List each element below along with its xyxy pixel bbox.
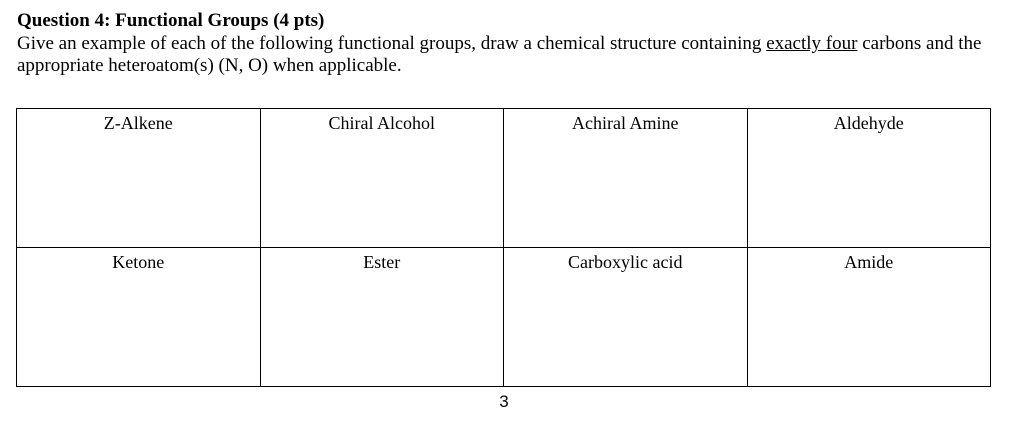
cell-label: Amide xyxy=(844,252,894,272)
cell-label: Z-Alkene xyxy=(103,113,173,133)
question-title: Question 4: Functional Groups (4 pts) xyxy=(17,10,325,31)
table-row xyxy=(17,109,991,248)
instruction-text: Give an example of each of the following functional groups, draw a chemical structure containing xyxy=(17,33,767,54)
instruction-text-end: carbons and the appropriate heteroatom(s) (N, O) when applicable. xyxy=(17,33,982,76)
cell-label: Ester xyxy=(363,252,401,272)
table-row xyxy=(17,248,991,387)
cell-label: Aldehyde xyxy=(833,113,904,133)
cell-label: Chiral Alcohol xyxy=(328,113,435,133)
cell-label: Achiral Amine xyxy=(572,113,679,133)
cell-label: Carboxylic acid xyxy=(568,252,683,272)
answer-cell-z-alkene[interactable] xyxy=(17,109,261,248)
answer-cell-aldehyde[interactable] xyxy=(747,109,991,248)
page-number: 3 xyxy=(499,392,509,411)
question-instructions xyxy=(17,33,997,77)
cell-label: Ketone xyxy=(112,252,165,272)
answer-cell-carboxylic-acid[interactable] xyxy=(504,248,748,387)
answer-cell-ketone[interactable] xyxy=(17,248,261,387)
functional-groups-table xyxy=(16,108,991,387)
instruction-emphasis: exactly four xyxy=(766,33,858,54)
answer-cell-ester[interactable] xyxy=(260,248,504,387)
answer-cell-chiral-alcohol[interactable] xyxy=(260,109,504,248)
answer-cell-amide[interactable] xyxy=(747,248,991,387)
answer-cell-achiral-amine[interactable] xyxy=(504,109,748,248)
